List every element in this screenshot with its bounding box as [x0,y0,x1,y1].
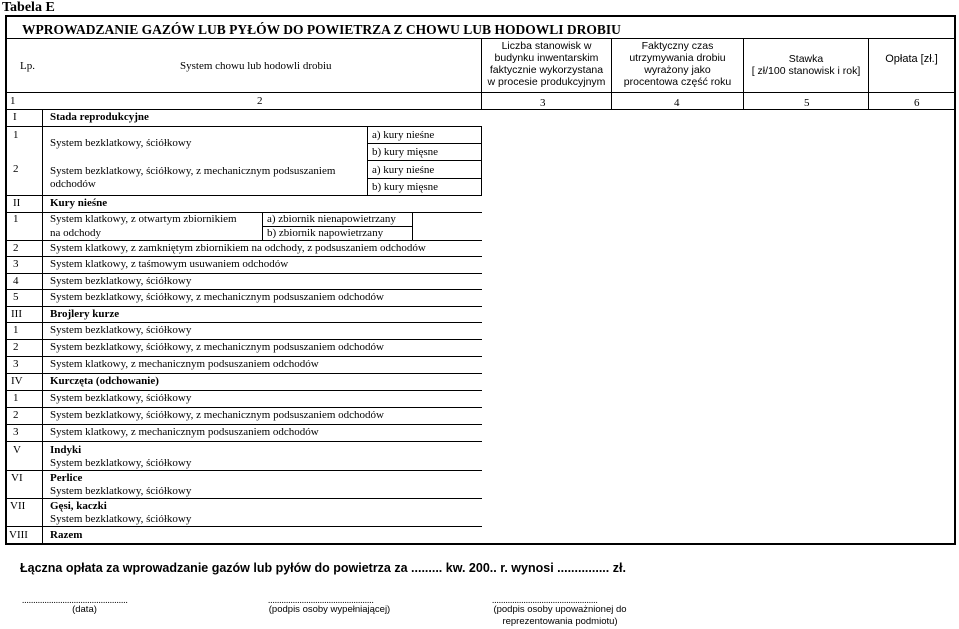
lp-divider [42,109,43,543]
row-label: System bezklatkowy, ściółkowy, z mechanicznym podsuszaniem odchodów [50,341,384,353]
row-sub-b: b) zbiornik napowietrzany [267,227,384,239]
row-line [7,526,482,527]
row-label: System bezklatkowy, ściółkowy [50,137,192,149]
section-title: Stada reprodukcyjne [50,111,149,123]
row-label: System bezklatkowy, ściółkowy, z mechanicznym podsuszaniem odchodów [50,291,384,303]
colnum-5: 5 [804,97,810,109]
row-num: 1 [13,324,19,336]
row-sub-a: a) kury nieśne [372,164,435,176]
row-label: System bezklatkowy, ściółkowy [50,324,192,336]
header-stanowiska: Liczba stanowisk w budynku inwentarskim faktycznie wykorzystana w procesie produkcyjnym [487,40,606,88]
section-num: I [13,111,17,123]
row-num: 2 [13,242,19,254]
row-line [7,306,482,307]
subcell-right [412,212,413,240]
header-oplata: Opłata [zł.] [885,53,938,65]
row-line [7,273,482,274]
row-num: 1 [13,129,19,141]
subcell-line [367,143,481,144]
subcell-line [367,178,481,179]
section-title: Kury nieśne [50,197,108,209]
row-num: 1 [13,392,19,404]
section-num: VII [10,500,26,512]
row-label: System bezklatkowy, ściółkowy, z mechanicznym podsuszaniem [50,165,336,177]
row-line [7,441,482,442]
signature-caption-filler: (podpis osoby wypełniającej) [268,604,391,615]
table-title: WPROWADZANIE GAZÓW LUB PYŁÓW DO POWIETRZA Z CHOWU LUB HODOWLI DROBIU [22,22,621,37]
row-line [7,240,482,241]
header-czas: Faktyczny czas utrzymywania drobiu wyrażony jako procentowa część roku [623,40,732,88]
section-num: VI [11,472,23,484]
colnum-6: 6 [914,97,920,109]
signature-caption-representative: (podpis osoby upoważnionej do reprezentowania podmiotu) [493,604,627,627]
row-label: System klatkowy, z zamkniętym zbiornikiem na odchody, z podsuszaniem odchodów [50,242,426,254]
total-fee-statement: Łączna opłata za wprowadzanie gazów lub pyłów do powietrza za ......... kw. 200.. r. wynosi ............... zł. [20,561,626,575]
row-line [7,424,482,425]
header-lp: Lp. [20,60,35,72]
row-line [7,373,482,374]
section-num: V [13,444,21,456]
row-label: System bezklatkowy, ściółkowy [50,485,192,497]
subcell-line [367,160,481,161]
colnum-2: 2 [257,95,263,107]
colnum-4: 4 [674,97,680,109]
row-line [7,195,482,196]
row-label: System bezklatkowy, ściółkowy [50,457,192,469]
row-num: 3 [13,426,19,438]
section-title: Kurczęta (odchowanie) [50,375,159,387]
subcell-right [481,126,482,195]
row-line [7,390,482,391]
section-title: Gęsi, kaczki [50,500,107,512]
row-label: System klatkowy, z mechanicznym podsuszaniem odchodów [50,358,319,370]
row-line [7,407,482,408]
row-label: System klatkowy, z mechanicznym podsuszaniem odchodów [50,426,319,438]
row-num: 2 [13,409,19,421]
row-label: System bezklatkowy, ściółkowy, z mechanicznym podsuszaniem odchodów [50,409,384,421]
row-num: 3 [13,258,19,270]
table-label: Tabela E [2,0,55,15]
row-num: 2 [13,163,19,175]
colnum-3: 3 [540,97,546,109]
row-line [7,322,482,323]
section-title: Razem [50,529,83,541]
colnum-1: 1 [10,95,16,107]
row-num: 5 [13,291,19,303]
row-num: 2 [13,341,19,353]
section-num: IV [11,375,23,387]
row-num: 3 [13,358,19,370]
section-num: III [11,308,22,320]
row-line [7,256,482,257]
row-num: 4 [13,275,19,287]
row-line [7,356,482,357]
header-stawka: Stawka [ zł/100 stanowisk i rok] [751,53,861,77]
row-sub-a: a) zbiornik nienapowietrzany [267,213,396,225]
section-title: Brojlery kurze [50,308,120,320]
row-label-cont: odchodów [50,178,96,190]
row-label: System bezklatkowy, ściółkowy [50,275,192,287]
row-label: System klatkowy, z taśmowym usuwaniem odchodów [50,258,289,270]
row-sub-b: b) kury mięsne [372,146,438,158]
row-line [7,126,482,127]
section-num: II [13,197,21,209]
row-line [7,470,482,471]
row-label: System klatkowy, z otwartym zbiornikiem [50,213,237,225]
signature-line-date: ............................................... [22,595,128,605]
row-num: 1 [13,213,19,225]
signature-line-representative: ............................................... [492,595,598,605]
row-line [7,498,482,499]
row-line [7,289,482,290]
signature-caption-date: (data) [72,604,97,615]
row-label: System bezklatkowy, ściółkowy [50,513,192,525]
header-system: System chowu lub hodowli drobiu [180,60,332,72]
row-line [7,339,482,340]
signature-line-filler: ............................................... [268,595,374,605]
section-title: Indyki [50,444,82,456]
row-label: System bezklatkowy, ściółkowy [50,392,192,404]
colnum-bottom-line [7,109,954,110]
row-sub-b: b) kury mięsne [372,181,438,193]
row-sub-a: a) kury nieśne [372,129,435,141]
section-num: VIII [9,529,28,541]
col-divider-6 [868,38,869,109]
section-title: Perlice [50,472,83,484]
row-label-cont: na odchody [50,227,102,239]
